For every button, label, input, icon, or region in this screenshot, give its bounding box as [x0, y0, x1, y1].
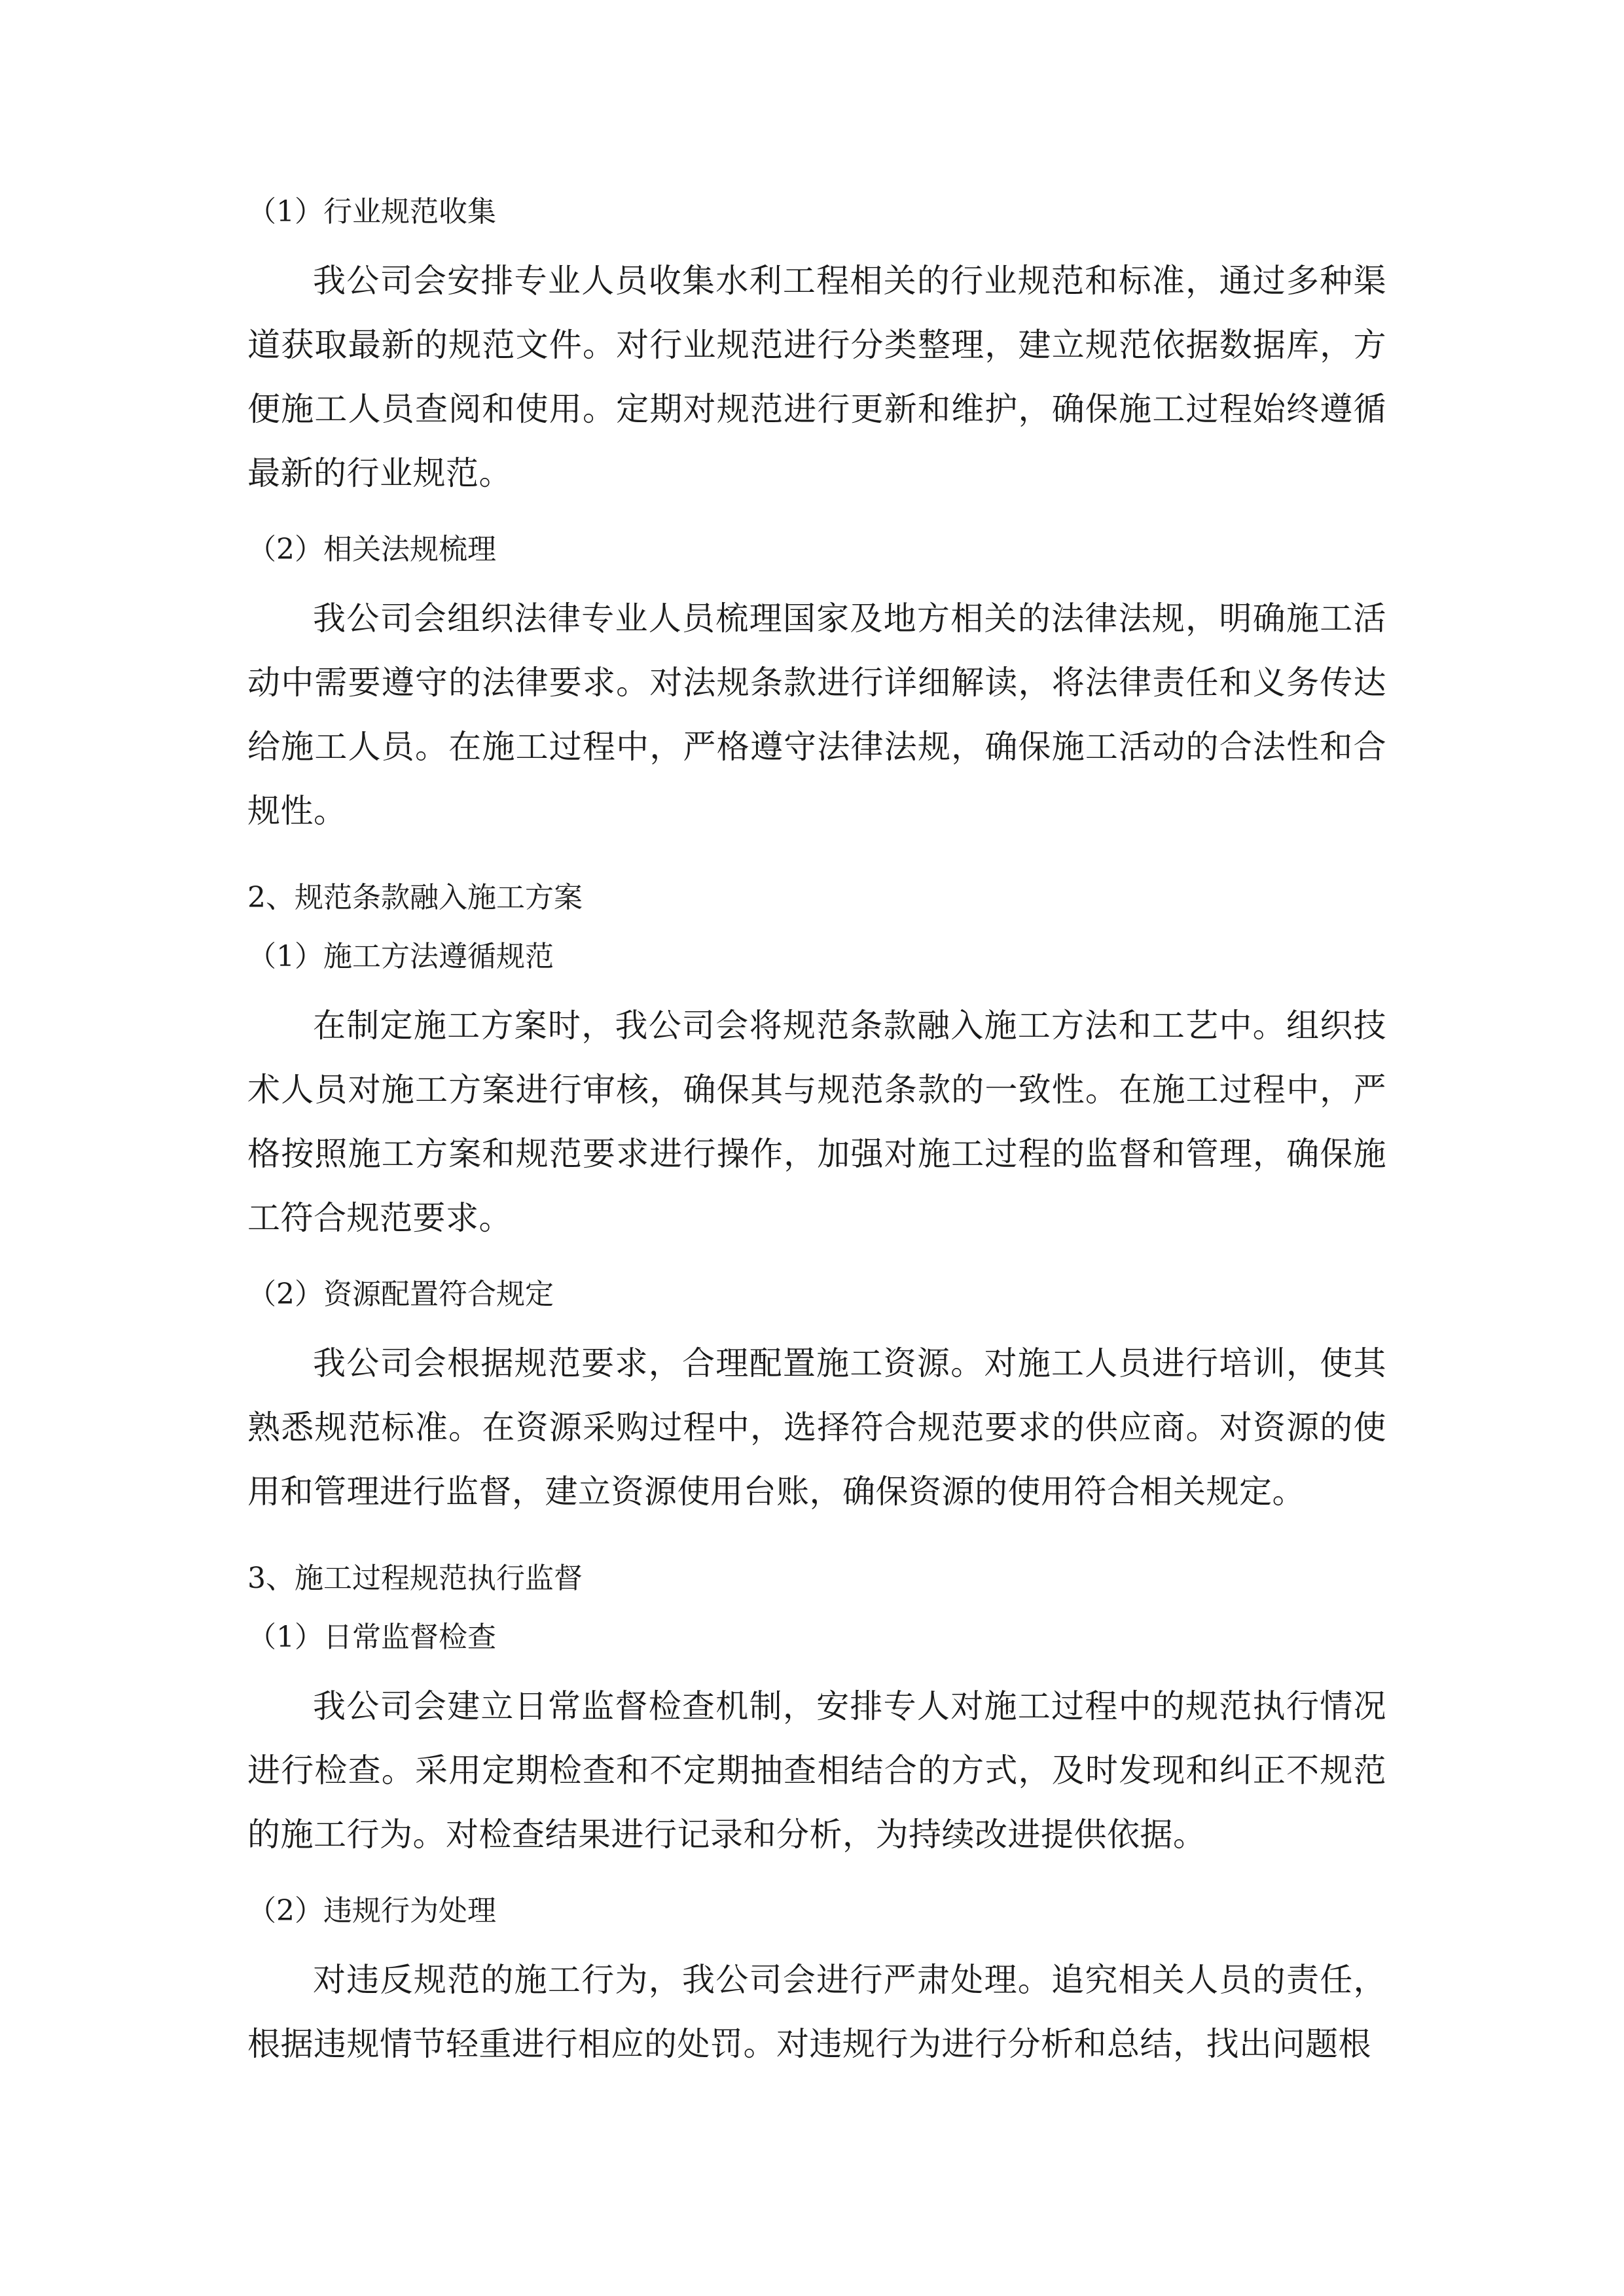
- paragraph-construction-methods: 在制定施工方案时，我公司会将规范条款融入施工方法和工艺中。组织技术人员对施工方案进行审核，确保其与规范条款的一致性。在施工过程中，严格按照施工方案和规范要求进行操作，加强对施工过程的监督和管理，确保施工符合规范要求。: [247, 1007, 1386, 1237]
- section-heading-3: 3、施工过程规范执行监督: [247, 1562, 583, 1595]
- paragraph-industry-standards: 我公司会安排专业人员收集水利工程相关的行业规范和标准，通过多种渠道获取最新的规范文件。对行业规范进行分类整理，建立规范依据数据库，方便施工人员查阅和使用。定期对规范进行更新和维护，确保施工过程始终遵循最新的行业规范。: [247, 262, 1386, 492]
- subheading-regulations: （2）相关法规梳理: [247, 533, 496, 566]
- subheading-daily-inspection: （1）日常监督检查: [247, 1621, 496, 1654]
- paragraph-regulations: 我公司会组织法律专业人员梳理国家及地方相关的法律法规，明确施工活动中需要遵守的法律要求。对法规条款进行详细解读，将法律责任和义务传达给施工人员。在施工过程中，严格遵守法律法规，确保施工活动的合法性和合规性。: [247, 600, 1386, 830]
- subheading-industry-standards: （1）行业规范收集: [247, 195, 496, 228]
- paragraph-daily-inspection: 我公司会建立日常监督检查机制，安排专人对施工过程中的规范执行情况进行检查。采用定期检查和不定期抽查相结合的方式，及时发现和纠正不规范的施工行为。对检查结果进行记录和分析，为持续改进提供依据。: [247, 1687, 1386, 1854]
- paragraph-resource-allocation: 我公司会根据规范要求，合理配置施工资源。对施工人员进行培训，使其熟悉规范标准。在资源采购过程中，选择符合规范要求的供应商。对资源的使用和管理进行监督，建立资源使用台账，确保资源的使用符合相关规定。: [247, 1344, 1386, 1511]
- subheading-violation-handling: （2）违规行为处理: [247, 1894, 496, 1928]
- document-body: [247, 190, 1386, 2098]
- subheading-construction-methods: （1）施工方法遵循规范: [247, 940, 554, 973]
- section-heading-2: 2、规范条款融入施工方案: [247, 881, 583, 914]
- subheading-resource-allocation: （2）资源配置符合规定: [247, 1278, 554, 1311]
- paragraph-violation-handling: 对违反规范的施工行为，我公司会进行严肃处理。追究相关人员的责任，根据违规情节轻重进行相应的处罚。对违规行为进行分析和总结，找出问题根: [247, 1961, 1386, 2063]
